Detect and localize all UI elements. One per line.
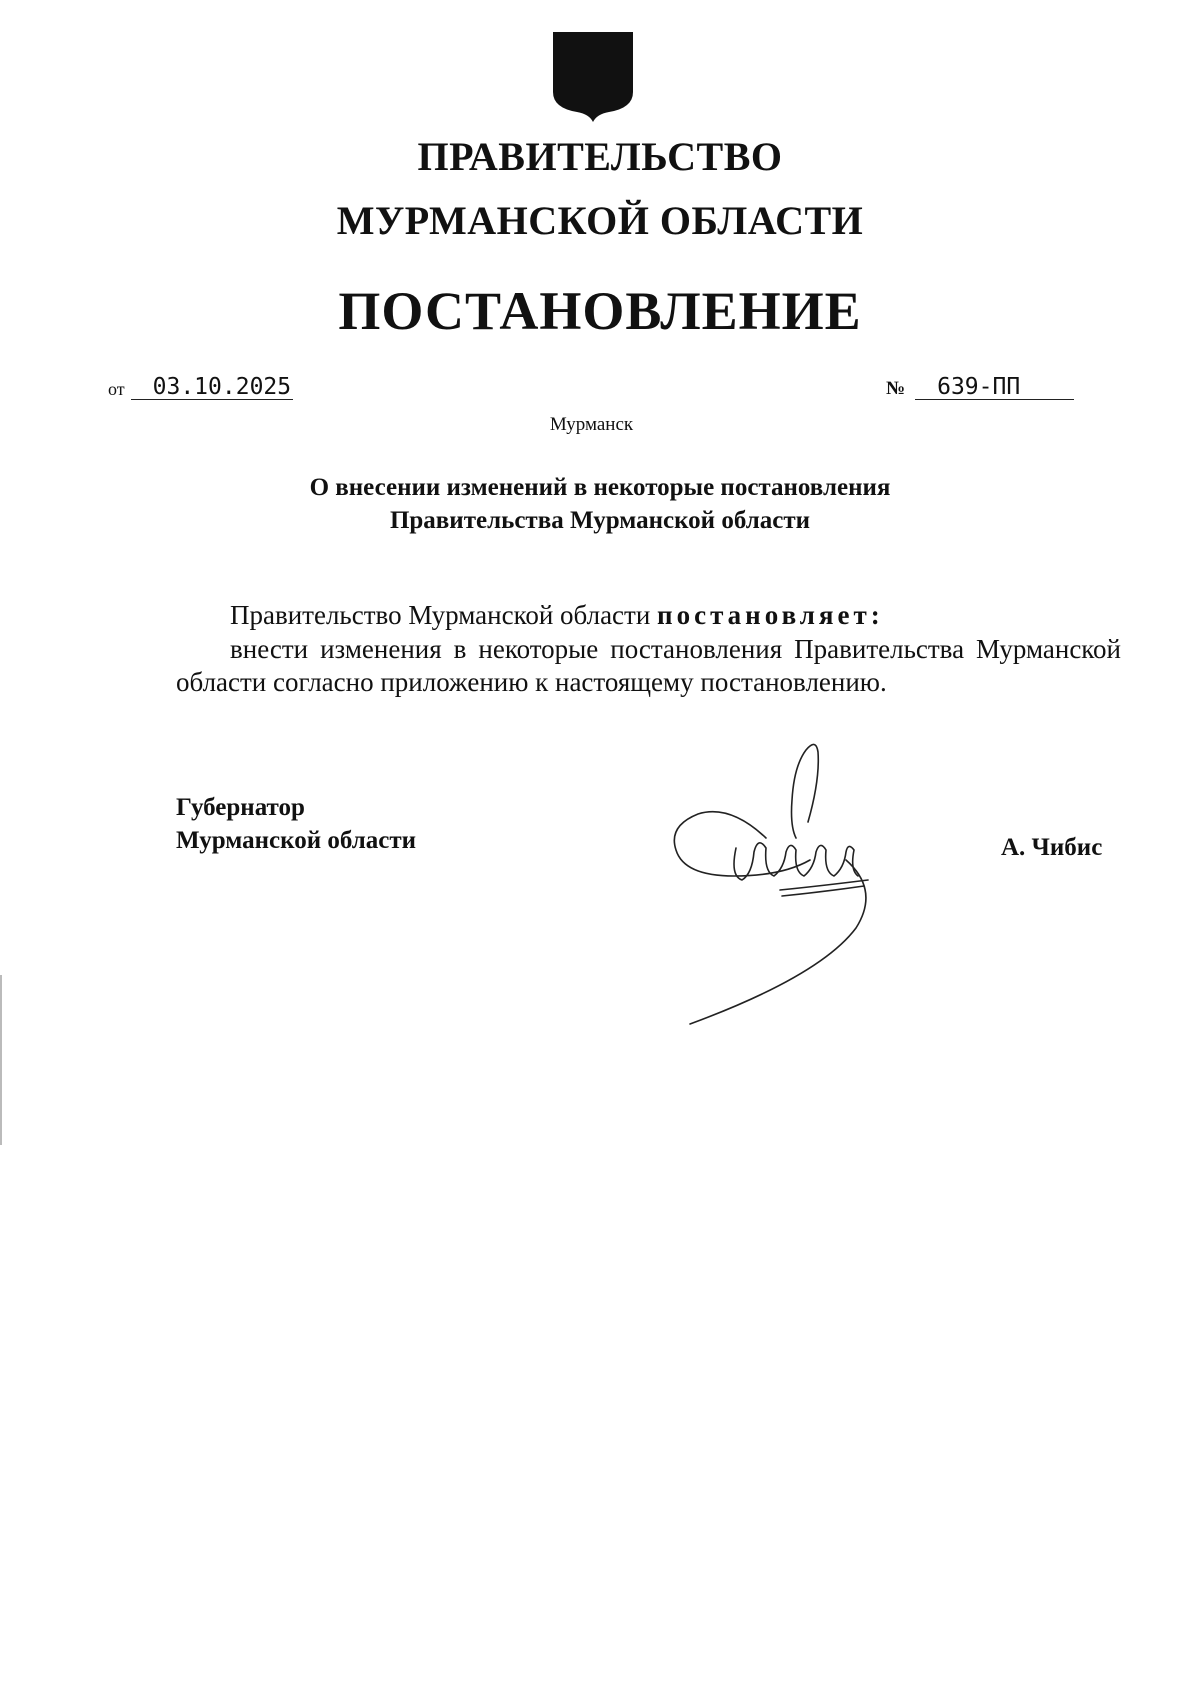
document-subject <box>0 471 1200 537</box>
subject-line2: Правительства Мурманской области <box>389 507 811 534</box>
number-value: 639-ПП <box>915 375 1074 400</box>
organization-name-line2: МУРМАНСКОЙ ОБЛАСТИ <box>336 198 864 243</box>
para1-lead: Правительство Мурманской области <box>230 600 658 630</box>
organization-name-line1: ПРАВИТЕЛЬСТВО <box>417 134 783 179</box>
date-value: 03.10.2025 <box>131 375 293 400</box>
date-prefix: от <box>108 379 125 400</box>
city-label: Мурманск <box>549 414 634 435</box>
coat-of-arms-icon <box>551 30 635 122</box>
handwritten-signature <box>670 740 920 1030</box>
number-prefix: № <box>886 378 906 400</box>
date-field <box>108 375 293 400</box>
document-type-title: ПОСТАНОВЛЕНИЕ <box>338 281 862 341</box>
signer-name: А. Чибис <box>1001 834 1103 861</box>
signer-title <box>176 791 416 857</box>
scan-edge-mark <box>0 975 2 1145</box>
para1-verb: постановляет: <box>657 600 884 630</box>
signer-title-line2: Мурманской области <box>176 827 417 854</box>
body-paragraph-2: внести изменения в некоторые постановления Правительства Мурманской области согласно приложению к настоящему постановлению. <box>176 634 1121 697</box>
signer-title-line1: Губернатор <box>176 794 305 821</box>
number-field <box>886 375 1074 400</box>
subject-line1: О внесении изменений в некоторые постановления <box>309 474 891 501</box>
body-paragraph-1 <box>176 599 1175 632</box>
